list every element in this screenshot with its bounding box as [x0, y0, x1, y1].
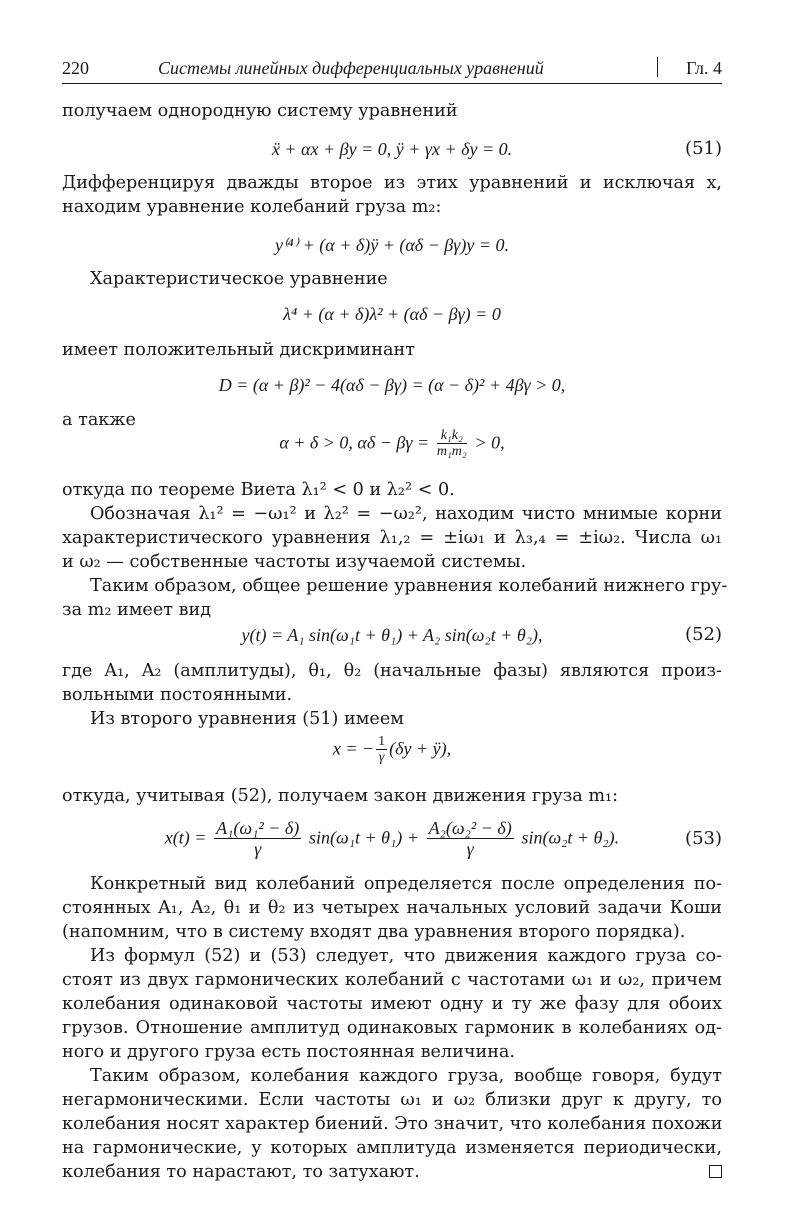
equation-52: y(t) = A₁ sin(ω₁t + θ₁) + A₂ sin(ω₂t + θ₂),: [241, 625, 543, 645]
text-line: находим уравнение колебаний груза m₂:: [62, 197, 442, 217]
running-head: [62, 58, 722, 82]
text-line: грузов. Отношение амплитуд одинаковых гармоник в колебаниях од-: [62, 1018, 722, 1038]
equation-51: ẍ + αx + βy = 0, ÿ + γx + δy = 0.: [271, 139, 513, 159]
text-line: и ω₂ — собственные частоты изучаемой системы.: [62, 552, 527, 572]
text-line: Конкретный вид колебаний определяется после определения по-: [90, 874, 722, 894]
text-line: Таким образом, общее решение уравнения колебаний нижнего гру-: [90, 576, 728, 596]
text-line: Из второго уравнения (51) имеем: [90, 709, 404, 729]
text-line: колебания одинаковой частоты имеют одну и ту же фазу для обоих: [62, 994, 722, 1014]
equation-characteristic: λ⁴ + (α + δ)λ² + (αδ − βγ) = 0: [283, 304, 501, 324]
text-line: откуда по теореме Виета λ₁² < 0 и λ₂² < 0.: [62, 480, 455, 500]
text-line: Характеристическое уравнение: [90, 269, 388, 289]
text-line: Обозначая λ₁² = −ω₁² и λ₂² = −ω₂², находим чисто мнимые корни: [90, 504, 722, 524]
text-line: стоянных A₁, A₂, θ₁ и θ₂ из четырех начальных условий задачи Коши: [62, 898, 722, 918]
header-rule: [62, 83, 722, 84]
text-line: ного и другого груза есть постоянная величина.: [62, 1042, 515, 1062]
chapter-separator: [657, 57, 659, 77]
text-line: негармоническими. Если частоты ω₁ и ω₂ близки друг к другу, то: [62, 1090, 722, 1110]
text-line: (напомним, что в систему входят два уравнения второго порядка).: [62, 922, 686, 942]
equation-number-52: (52): [685, 624, 722, 645]
equation-number-51: (51): [685, 138, 722, 159]
text-line: имеет положительный дискриминант: [62, 340, 415, 360]
equation-53: x(t) = $\frac{\text{A₁(ω₁² − δ)}}{\gamma}$ sin(ω₁t + θ₁) + $\frac{\text{A₂(ω₂² − δ)}}{\gamma}$ sin(ω₂t + θ₂).: [164, 818, 620, 859]
text-line: колебания то нарастают, то затухают.: [62, 1162, 420, 1182]
text-line: стоят из двух гармонических колебаний с частотами ω₁ и ω₂, причем: [62, 970, 722, 990]
text-line: за m₂ имеет вид: [62, 600, 212, 620]
chapter-label: Гл. 4: [685, 58, 722, 78]
equation-conditions: α + δ > 0, αδ − βγ = $\frac{\text{k₁k₂}}{\text{m₁m₂}}$ > 0,: [279, 428, 505, 459]
equation-y4: y⁽⁴⁾ + (α + δ)ÿ + (αδ − βγ)y = 0.: [275, 235, 509, 255]
text-line: откуда, учитывая (52), получаем закон движения груза m₁:: [62, 786, 619, 806]
text-line: Дифференцируя дважды второе из этих уравнений и исключая x,: [62, 173, 722, 193]
text-line: характеристического уравнения λ₁,₂ = ±iω₁ и λ₃,₄ = ±iω₂. Числа ω₁: [62, 528, 722, 548]
text-line: а также: [62, 410, 136, 430]
running-title: Системы линейных дифференциальных уравнений: [158, 58, 544, 78]
text-line: где A₁, A₂ (амплитуды), θ₁, θ₂ (начальные фазы) являются произ-: [62, 661, 722, 681]
text-line: получаем однородную систему уравнений: [62, 101, 458, 121]
text-line: вольными постоянными.: [62, 685, 293, 705]
equation-discriminant: D = (α + β)² − 4(αδ − βγ) = (α − δ)² + 4βγ > 0,: [218, 375, 566, 395]
equation-number-53: (53): [685, 828, 722, 849]
text-line: колебания носят характер биений. Это значит, что колебания похожи: [62, 1114, 723, 1134]
text-line: Из формул (52) и (53) следует, что движения каждого груза со-: [90, 946, 722, 966]
equation-x: x = − $\frac{1}{\gamma}$ (δy + ÿ),: [332, 734, 452, 765]
text-line: Таким образом, колебания каждого груза, вообще говоря, будут: [90, 1066, 722, 1086]
end-of-proof-icon: [709, 1165, 722, 1178]
page-number: 220: [62, 58, 89, 78]
text-line: на гармонические, у которых амплитуда изменяется периодически,: [62, 1138, 722, 1158]
